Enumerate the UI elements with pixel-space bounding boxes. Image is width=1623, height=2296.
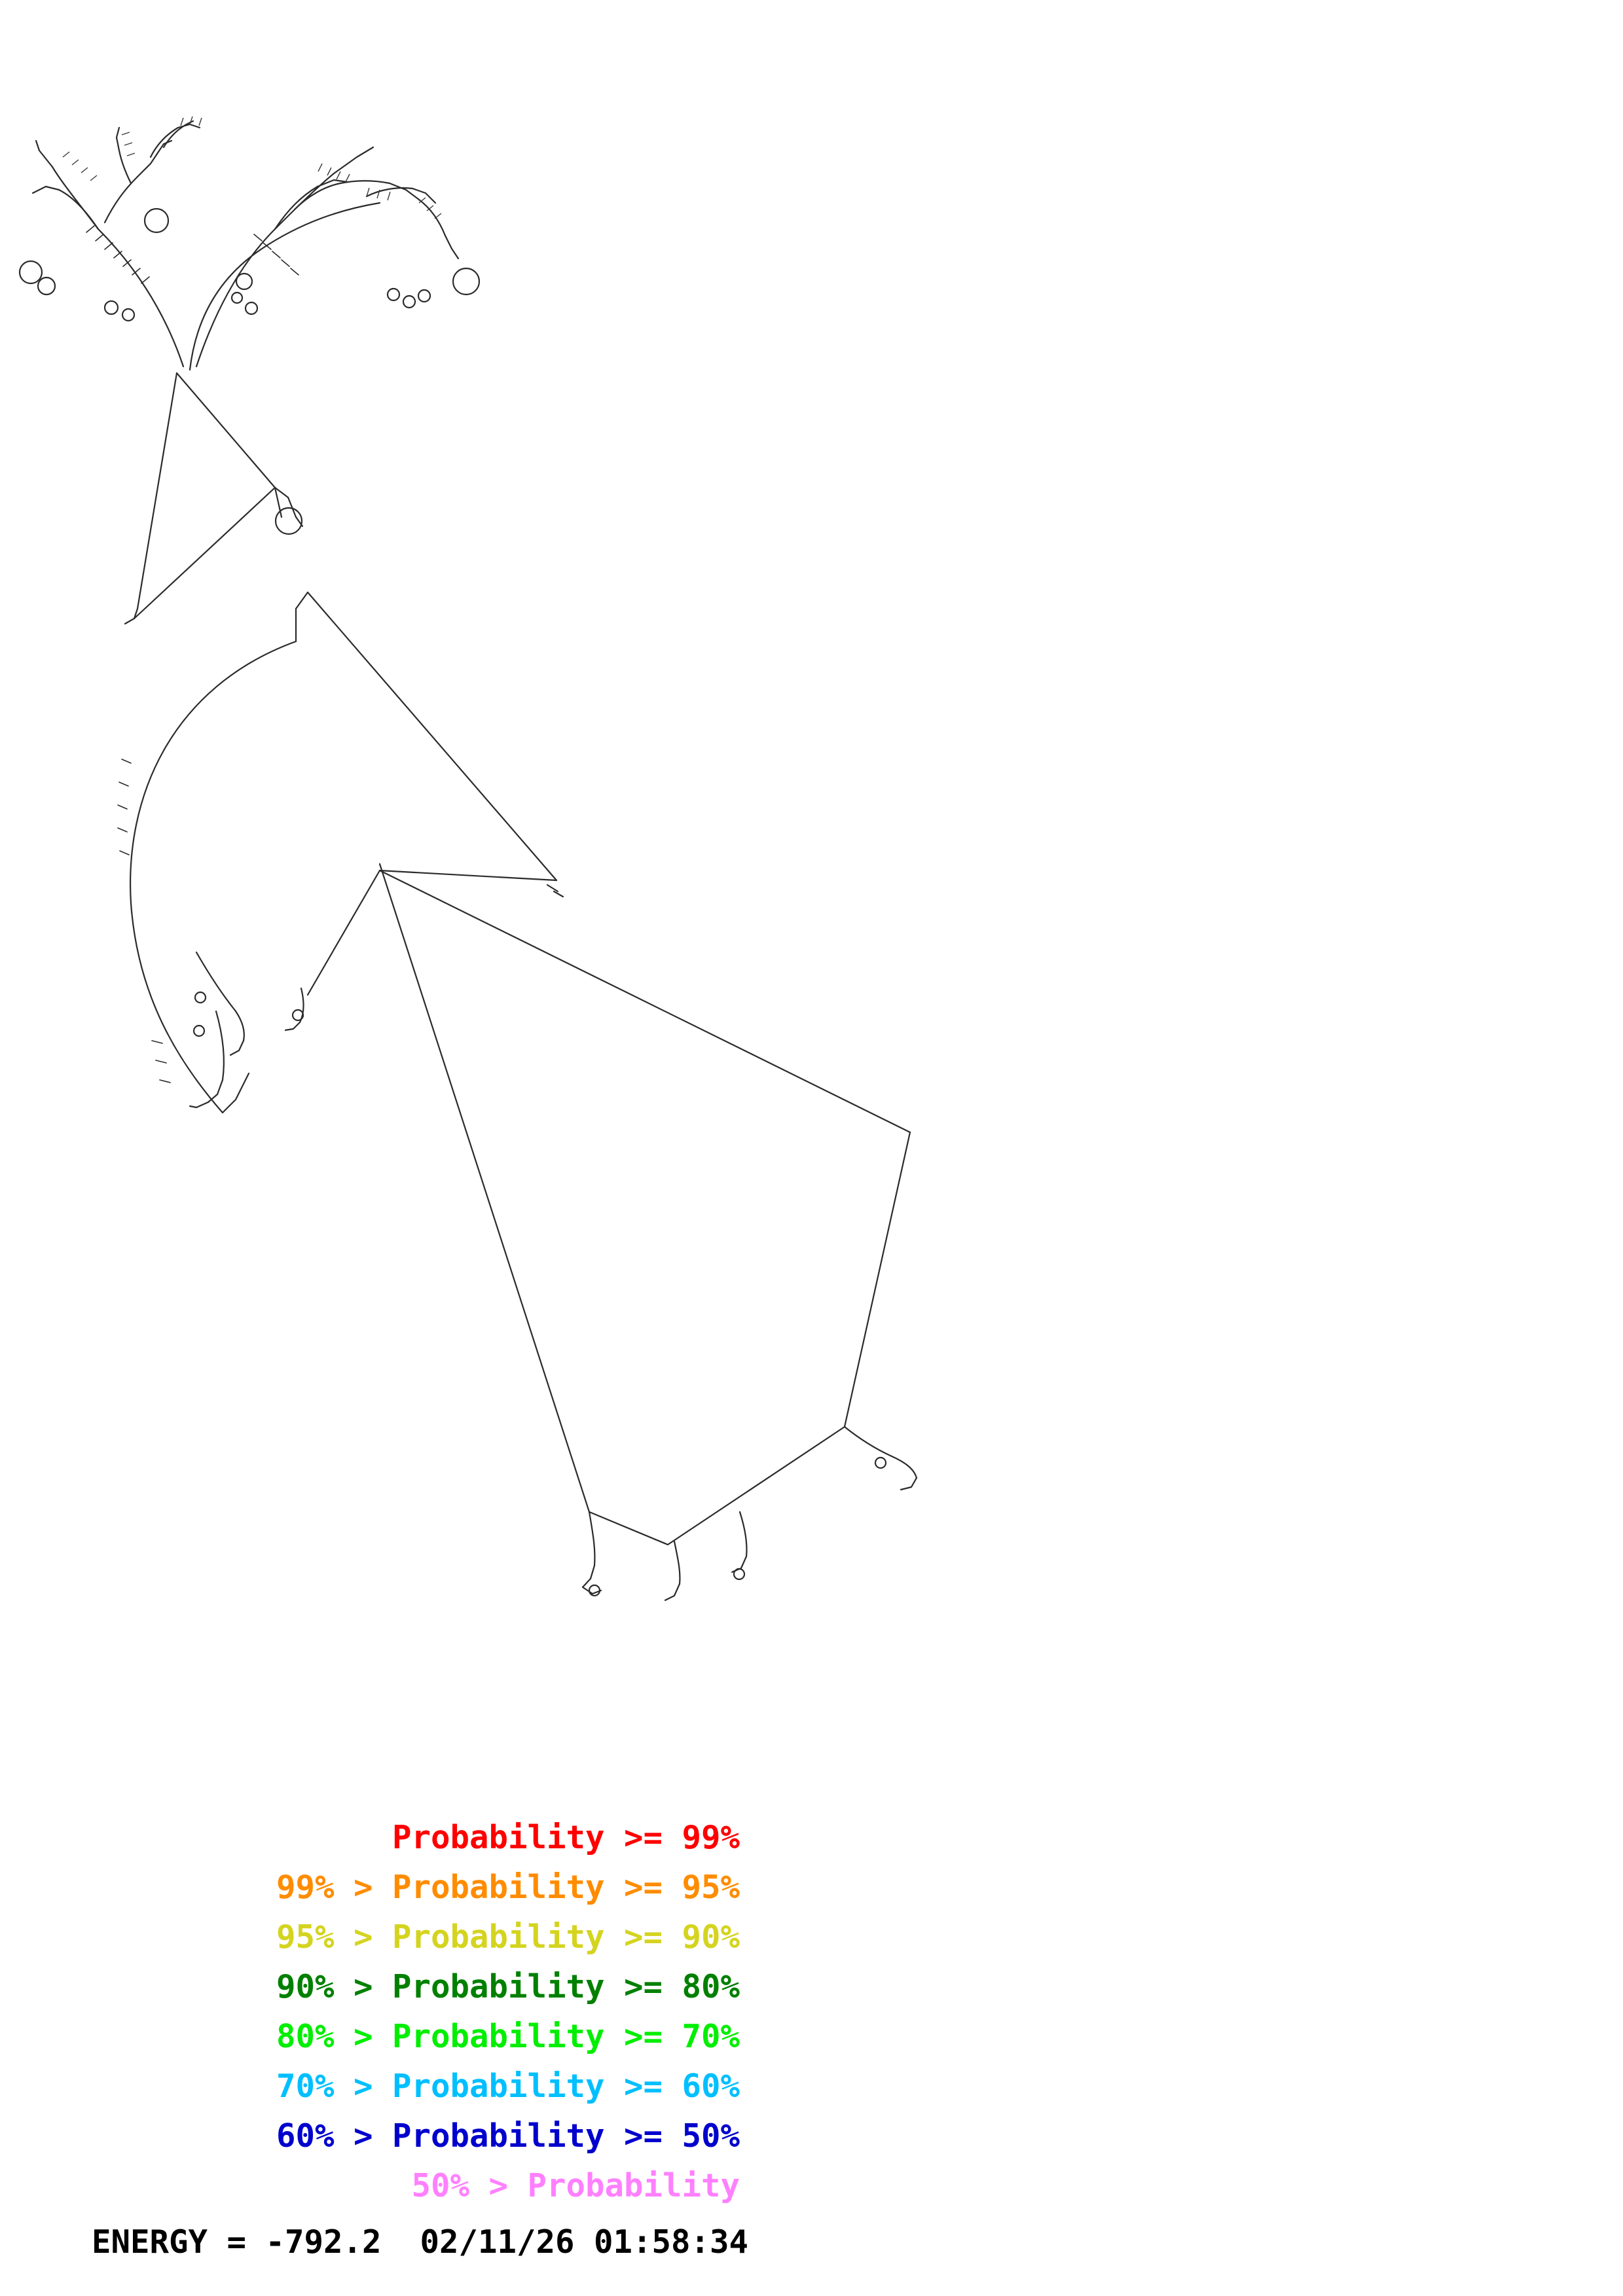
legend-row-0: Probability >= 99% bbox=[392, 1819, 740, 1856]
unpaired-base-circles bbox=[20, 209, 886, 1596]
probability-legend bbox=[0, 1813, 1623, 2267]
legend-row-5: 70% > Probability >= 60% bbox=[276, 2068, 740, 2105]
energy-timestamp-line: ENERGY = -792.2 02/11/26 01:58:34 bbox=[92, 2223, 749, 2261]
base-pair-ticks bbox=[63, 117, 441, 219]
structure-backbone bbox=[33, 121, 917, 1600]
legend-row-3: 90% > Probability >= 80% bbox=[276, 1968, 740, 2005]
legend-row-4: 80% > Probability >= 70% bbox=[276, 2018, 740, 2055]
legend-row-2: 95% > Probability >= 90% bbox=[276, 1918, 740, 1956]
legend-row-6: 60% > Probability >= 50% bbox=[276, 2117, 740, 2155]
legend-row-1: 99% > Probability >= 95% bbox=[276, 1869, 740, 1906]
legend-row-7: 50% > Probability bbox=[411, 2167, 740, 2204]
